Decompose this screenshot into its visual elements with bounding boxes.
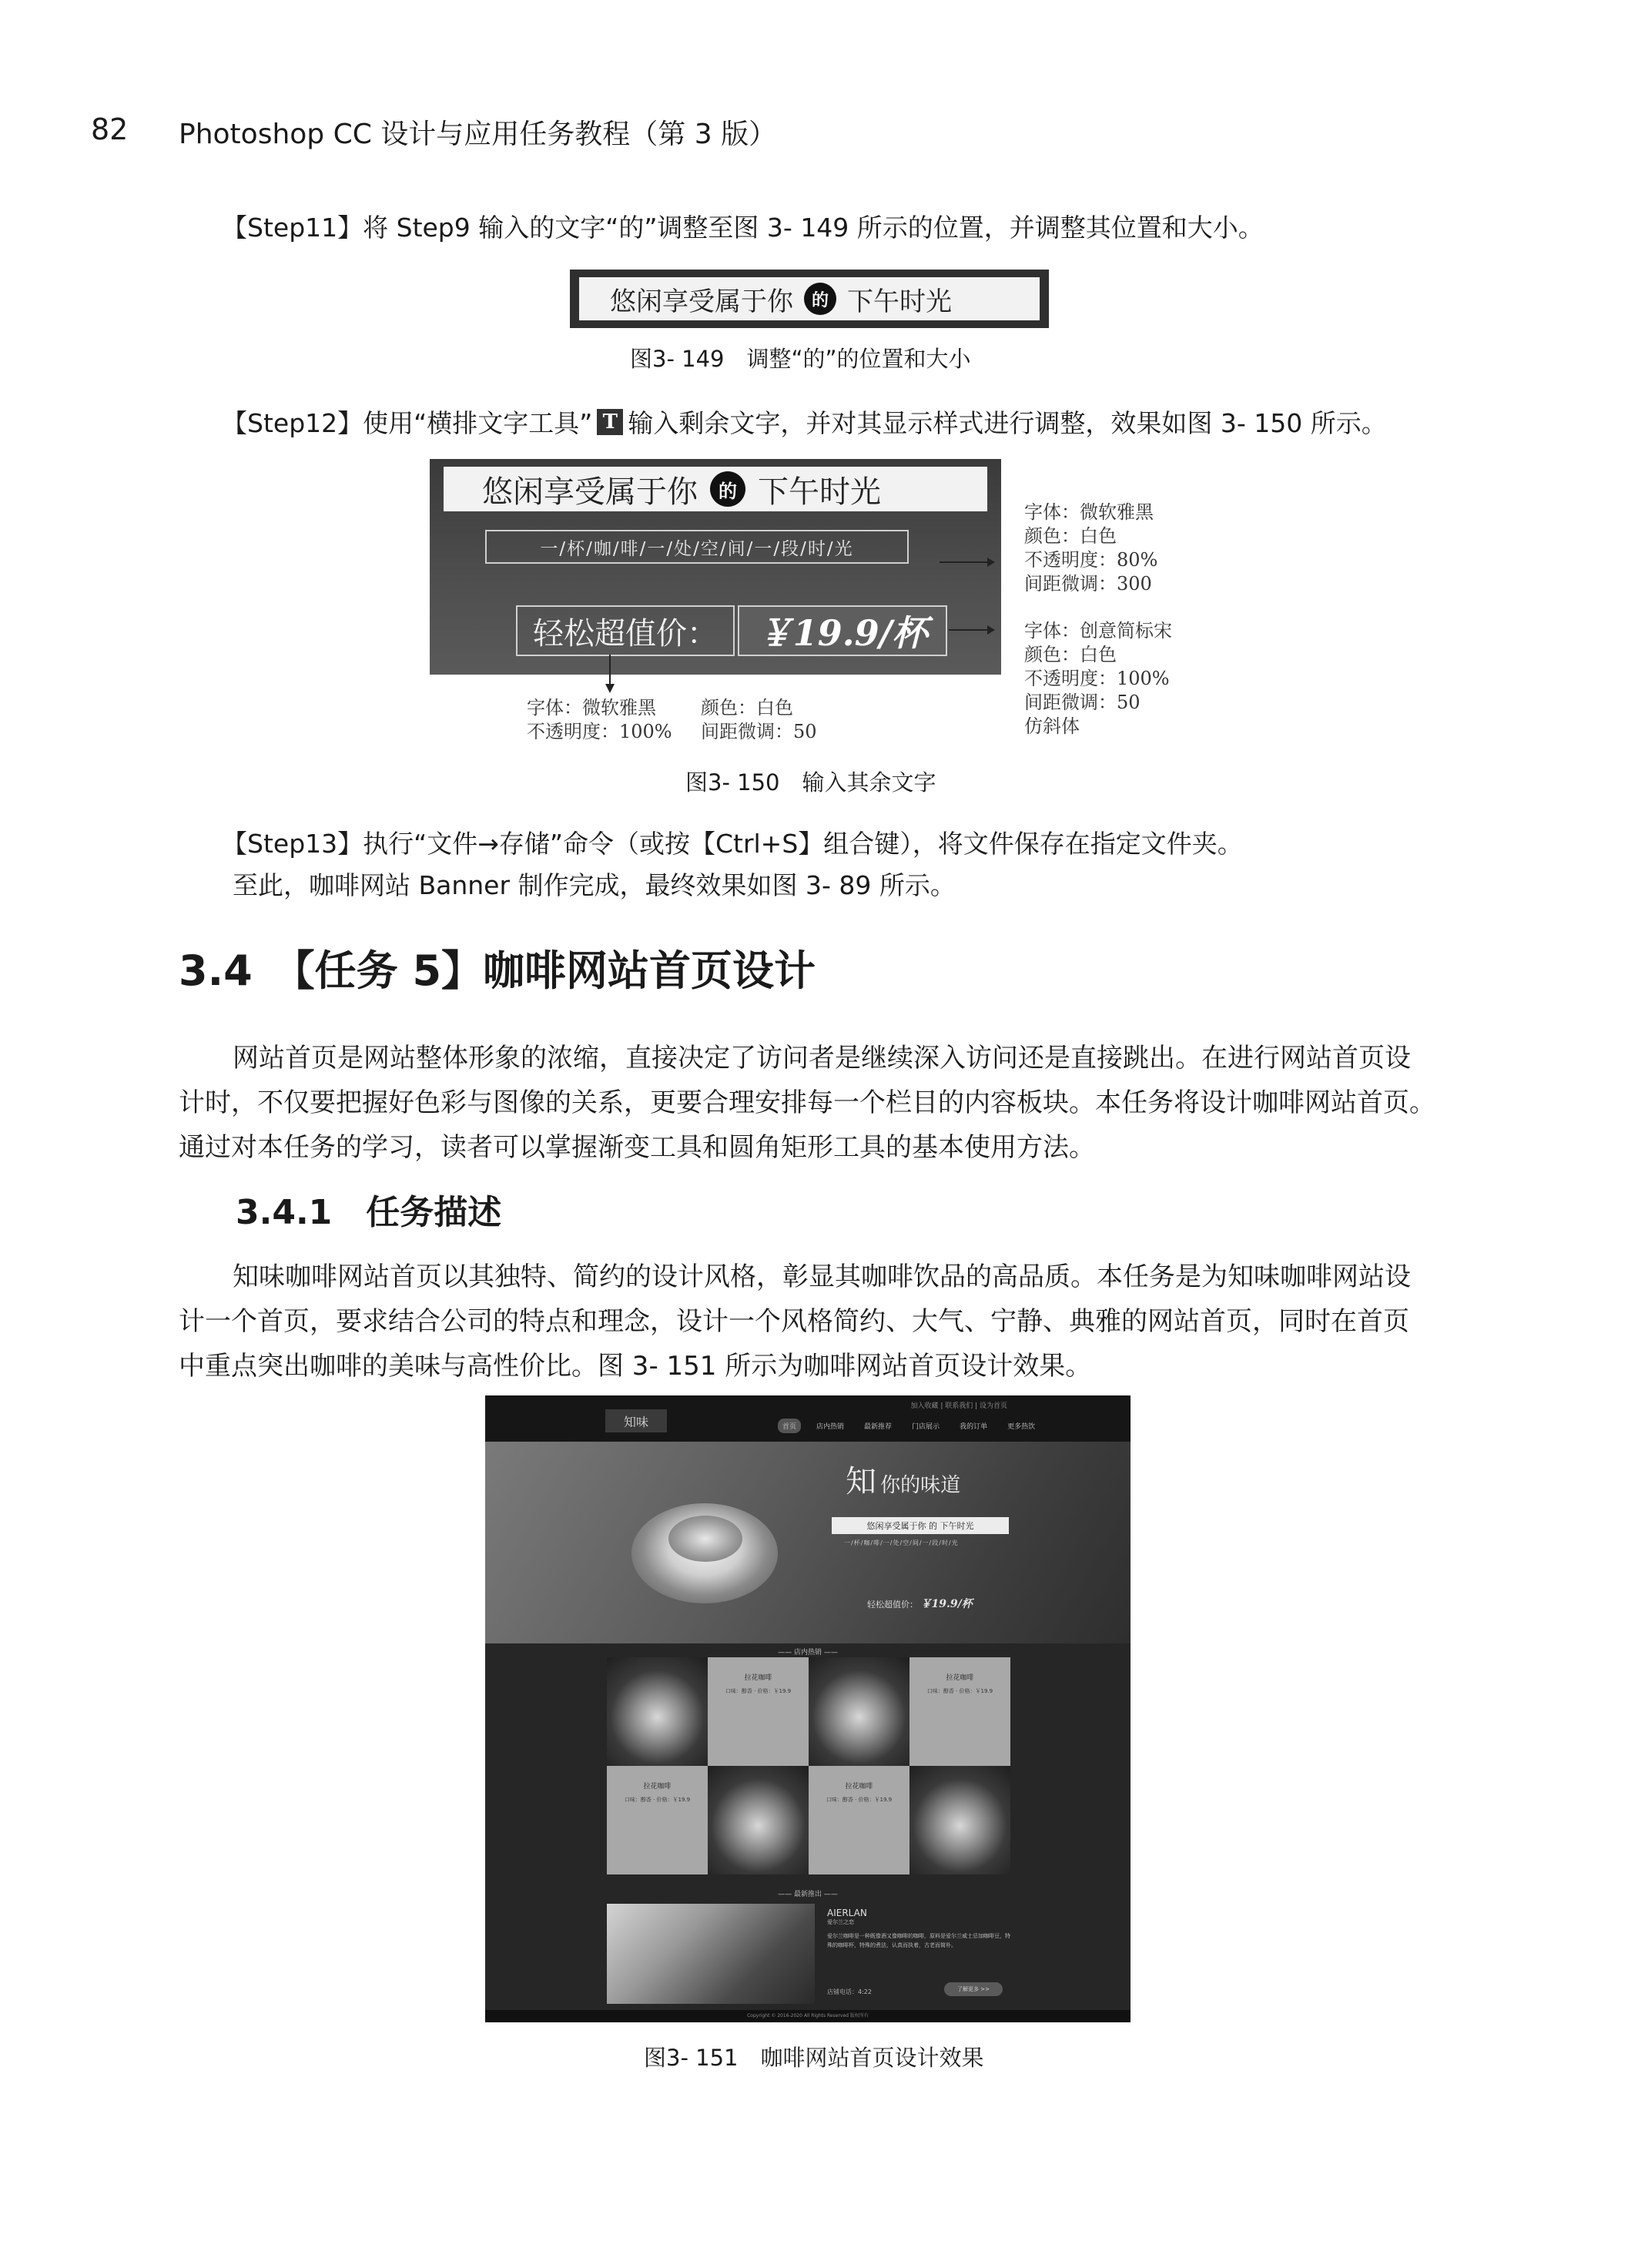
mock-new-product-text <box>827 1908 1010 1950</box>
fig151-caption: 图3- 151 咖啡网站首页设计效果 <box>644 2045 984 2071</box>
mock-new-product-name: AIERLAN <box>827 1908 867 1918</box>
note-line: 颜色：白色 <box>1024 644 1117 665</box>
fig151-website-mockup <box>485 1395 1131 2022</box>
section-heading: 3.4 【任务 5】咖啡网站首页设计 <box>179 946 816 995</box>
latte-art-image <box>668 1516 742 1562</box>
mock-nav-item: 最新推荐 <box>864 1423 893 1431</box>
intro-line-3: 通过对本任务的学习，读者可以掌握渐变工具和圆角矩形工具的基本使用方法。 <box>179 1132 1095 1163</box>
fig149-ribbon <box>579 277 1040 320</box>
product-card <box>708 1657 809 1766</box>
mock-new-product <box>607 1904 1010 2004</box>
note-line: 不透明度：80% <box>1024 549 1158 571</box>
running-header-title: Photoshop CC 设计与应用任务教程（第 3 版） <box>179 119 777 150</box>
product-card-title: 拉花咖啡 <box>946 1674 974 1682</box>
product-card-text: 口味：醇香 · 价格：￥19.9 <box>725 1688 792 1694</box>
mock-hero-title-big: 知 <box>846 1464 876 1499</box>
note-line: 字体：微软雅黑 <box>527 697 656 719</box>
fig150-de-circle: 的 <box>710 471 745 507</box>
mock-hero-title-rest: 你的味道 <box>880 1474 961 1497</box>
note-line: 不透明度：100% <box>1024 668 1170 689</box>
fig150-note-below-left <box>527 696 672 744</box>
fig150-note-right-top <box>1024 501 1157 596</box>
note-line: 仿斜体 <box>1024 715 1080 737</box>
fig150-price-label: 轻松超值价： <box>516 605 735 656</box>
mock-hero-price-label: 轻松超值价： <box>867 1600 918 1610</box>
coffee-beans-image <box>607 1904 815 2004</box>
mock-hero-title <box>846 1457 960 1501</box>
fig150-ribbon-right: 下午时光 <box>758 474 881 510</box>
conclusion-text: 至此，咖啡网站 Banner 制作完成，最终效果如图 3- 89 所示。 <box>233 870 956 900</box>
mock-hero-price <box>867 1596 973 1611</box>
mock-topbar <box>485 1395 1131 1442</box>
arrowhead-right-bottom <box>987 625 995 635</box>
fig149-ribbon-right: 下午时光 <box>847 286 952 317</box>
mock-logo: 知味 <box>605 1409 667 1432</box>
mock-nav-item: 门店展示 <box>912 1423 940 1431</box>
mock-nav-item: 我的订单 <box>960 1423 988 1431</box>
intro-line-2: 计时，不仅要把握好色彩与图像的关系，更要合理安排每一个栏目的内容板块。本任务将设计咖啡网站首页。 <box>179 1087 1435 1118</box>
mock-hero-banner <box>485 1442 1131 1643</box>
fig150-subline: 一/杯/咖/啡/一/处/空/间/一/段/时/光 <box>485 530 909 564</box>
product-card-title: 拉花咖啡 <box>845 1783 873 1791</box>
note-line: 间距微调：50 <box>701 721 817 742</box>
mock-new-product-subtitle: 爱尔兰之恋 <box>827 1919 854 1925</box>
mock-nav-item: 首页 <box>778 1419 801 1433</box>
product-photo <box>607 1657 708 1766</box>
mock-nav <box>778 1419 1040 1433</box>
mock-footer: Copyright © 2016-2020 All Rights Reserved 版权所有 <box>485 2010 1131 2022</box>
fig150-note-right-bottom <box>1024 619 1172 739</box>
mock-section-hot: —— 店内热销 —— <box>778 1649 838 1657</box>
fig149-banner <box>570 270 1049 328</box>
fig150-note-below-right <box>701 696 817 744</box>
fig150-caption: 图3- 150 输入其余文字 <box>685 769 936 796</box>
step11-text: 【Step11】将 Step9 输入的文字“的”调整至图 3- 149 所示的位置，并调整其位置和大小。 <box>222 213 1264 243</box>
step12-text-pre: 【Step12】使用“横排文字工具” <box>222 408 593 438</box>
product-card <box>809 1766 909 1874</box>
page-number: 82 <box>91 112 129 146</box>
mock-top-info: 加入收藏 | 联系我们 | 设为首页 <box>910 1402 1007 1410</box>
mock-product-grid <box>607 1657 1010 1874</box>
product-photo <box>909 1766 1010 1874</box>
note-line: 颜色：白色 <box>701 697 793 719</box>
mock-nav-item: 更多热饮 <box>1007 1423 1036 1431</box>
mock-new-product-desc: 爱尔兰咖啡是一种既像酒又像咖啡的咖啡，原料是爱尔兰威士忌加咖啡豆，特殊的咖啡杯，特殊的煮法，认真而执着，古老而简朴。 <box>827 1933 1010 1948</box>
mock-new-product-phone: 店铺电话：4:22 <box>827 1988 872 1995</box>
fig150-ribbon-left: 悠闲享受属于你 <box>482 474 698 510</box>
mock-section-new: —— 最新推出 —— <box>778 1891 838 1898</box>
product-photo <box>809 1657 909 1766</box>
text-tool-icon: T <box>597 409 623 435</box>
step12-text-post: 输入剩余文字，并对其显示样式进行调整，效果如图 3- 150 所示。 <box>628 408 1387 438</box>
mock-learn-more-button: 了解更多 >> <box>944 1982 1003 1996</box>
fig149-de-circle: 的 <box>804 283 836 315</box>
product-card-text: 口味：醇香 · 价格：￥19.9 <box>826 1797 893 1803</box>
note-line: 间距微调：300 <box>1024 573 1152 595</box>
product-photo <box>708 1766 809 1874</box>
desc-line-1: 知味咖啡网站首页以其独特、简约的设计风格，彰显其咖啡饮品的高品质。本任务是为知味咖啡网站设 <box>233 1261 1411 1292</box>
product-card <box>909 1657 1010 1766</box>
product-card <box>607 1766 708 1874</box>
mock-hero-price-value: ￥19.9/杯 <box>920 1598 973 1610</box>
note-line: 间距微调：50 <box>1024 692 1141 713</box>
note-line: 颜色：白色 <box>1024 525 1117 547</box>
arrowhead-down <box>605 684 615 693</box>
arrowhead-right-top <box>987 558 995 567</box>
mock-hero-ribbon: 悠闲享受属于你 的 下午时光 <box>832 1517 1009 1534</box>
fig150-price-value: ￥19.9/杯 <box>738 605 947 656</box>
product-card-text: 口味：醇香 · 价格：￥19.9 <box>926 1688 993 1694</box>
intro-line-1: 网站首页是网站整体形象的浓缩，直接决定了访问者是继续深入访问还是直接跳出。在进行网站首页设 <box>233 1043 1411 1074</box>
mock-hero-subline: 一/杯/咖/啡/一/处/空/间/一/段/时/光 <box>844 1539 959 1546</box>
note-line: 字体：创意简标宋 <box>1024 620 1172 642</box>
fig149-ribbon-left: 悠闲享受属于你 <box>610 286 793 317</box>
note-line: 不透明度：100% <box>527 721 672 742</box>
product-card-text: 口味：醇香 · 价格：￥19.9 <box>624 1797 691 1803</box>
note-line: 字体：微软雅黑 <box>1024 501 1154 523</box>
fig150-arrows <box>431 459 1032 721</box>
fig149-caption: 图3- 149 调整“的”的位置和大小 <box>630 346 971 372</box>
step13-text: 【Step13】执行“文件→存储”命令（或按【Ctrl+S】组合键），将文件保存在指定文件夹。 <box>222 829 1243 859</box>
mock-nav-item: 店内热销 <box>816 1423 845 1431</box>
step12-line <box>222 404 1387 440</box>
product-card-title: 拉花咖啡 <box>744 1674 772 1682</box>
desc-line-2: 计一个首页，要求结合公司的特点和理念，设计一个风格简约、大气、宁静、典雅的网站首页，同时在首页 <box>179 1306 1409 1337</box>
desc-line-3: 中重点突出咖啡的美味与高性价比。图 3- 151 所示为咖啡网站首页设计效果。 <box>179 1351 1092 1382</box>
product-card-title: 拉花咖啡 <box>643 1783 672 1791</box>
subsection-heading: 3.4.1 任务描述 <box>236 1193 502 1232</box>
